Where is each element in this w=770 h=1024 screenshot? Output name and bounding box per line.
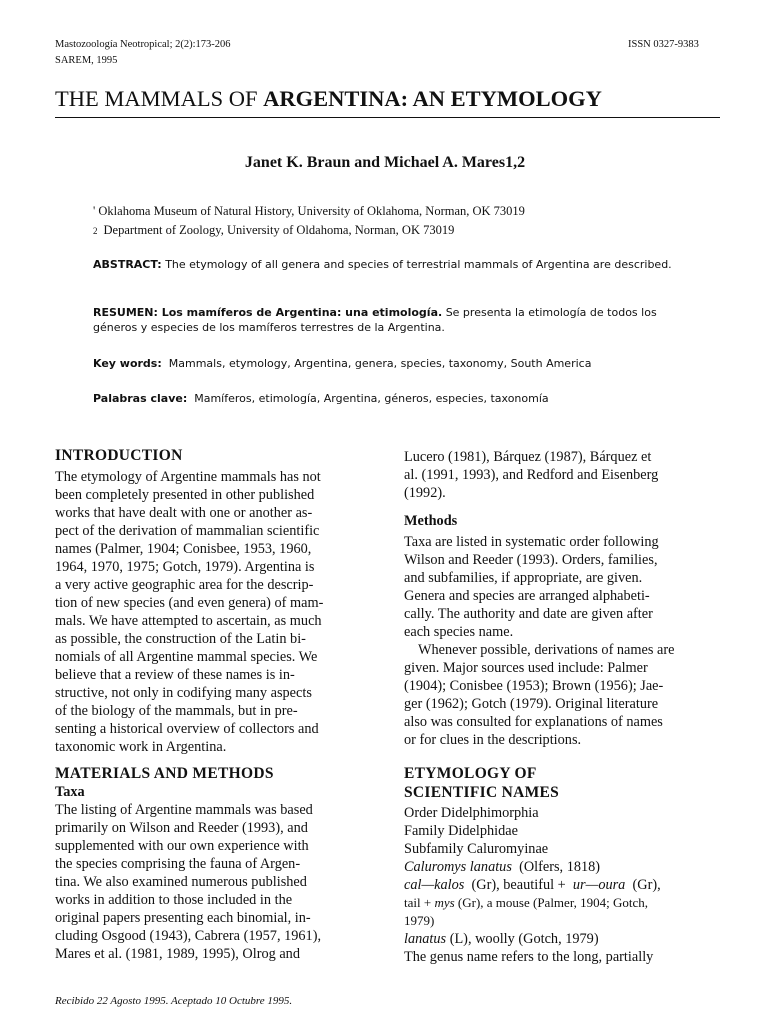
etym-term: cal—kalos: [404, 877, 465, 893]
palabras-clave: [93, 391, 693, 406]
intro-line: a very active geographic area for the descrip-: [55, 577, 314, 593]
species-name: Caluromys lanatus: [404, 859, 512, 875]
etymology-body: [404, 804, 718, 966]
intro-line: as possible, the construction of the Latin bi-: [55, 631, 306, 647]
etym-term: ur—oura: [572, 877, 626, 893]
title-part-2: ARGENTINA: AN ETYMOLOGY: [263, 86, 602, 111]
materials-line: original papers presenting each binomial, in-: [55, 910, 311, 926]
intro-line: The etymology of Argentine mammals has not: [55, 469, 321, 485]
affiliation-1: [93, 203, 525, 219]
etym-text: (Gr), beautiful +: [471, 877, 566, 893]
methods-line: each species name.: [404, 624, 514, 640]
methods-line: cally. The authority and date are given after: [404, 606, 653, 622]
etymology-line-4: [404, 930, 718, 948]
etym-text: (Gr),: [632, 877, 661, 893]
introduction-body: [55, 468, 367, 756]
continuation-line: (1992).: [404, 485, 446, 501]
intro-line: of the biology of the mammals, but in pre-: [55, 703, 298, 719]
abstract: [93, 257, 693, 272]
methods-line: Taxa are listed in systematic order following: [404, 534, 659, 550]
materials-line: supplemented with our own experience with: [55, 838, 309, 854]
affiliation-1-text: Oklahoma Museum of Natural History, University of Oklahoma, Norman, OK 73019: [98, 204, 525, 218]
methods-line: also was consulted for explanations of names: [404, 714, 663, 730]
journal-citation: Mastozoología Neotropical; 2(2):173-206: [55, 39, 231, 50]
issn: ISSN 0327-9383: [628, 39, 699, 50]
order-line: Order Didelphimorphia: [404, 805, 539, 821]
methods-section: [404, 512, 718, 749]
methods-line: Genera and species are arranged alphabeti-: [404, 588, 650, 604]
etym-term: mys: [434, 895, 455, 910]
column2-continuation: [404, 448, 718, 502]
article-title: [55, 86, 720, 112]
materials-section: [55, 764, 367, 963]
etymology-line-1: [404, 876, 718, 894]
intro-line: mals. We have attempted to ascertain, as much: [55, 613, 322, 629]
materials-line: Mares et al. (1981, 1989, 1995), Olrog and: [55, 946, 300, 962]
methods-heading: Methods: [404, 513, 458, 529]
etymology-line-3: 1979): [404, 913, 435, 928]
title-rule: [55, 117, 720, 118]
subfamily-line: Subfamily Caluromyinae: [404, 841, 549, 857]
keywords-text: Mammals, etymology, Argentina, genera, species, taxonomy, South America: [168, 357, 592, 370]
continuation-line: Lucero (1981), Bárquez (1987), Bárquez et: [404, 449, 652, 465]
abstract-text: The etymology of all genera and species of terrestrial mammals of Argentina are described.: [165, 258, 672, 271]
materials-line: works in addition to those included in the: [55, 892, 293, 908]
methods-line: ger (1962); Gotch (1979). Original literature: [404, 696, 659, 712]
etymology-line-5: The genus name refers to the long, partially: [404, 949, 654, 965]
intro-line: names (Palmer, 1904; Conisbee, 1953, 1960,: [55, 541, 312, 557]
palabras-text: Mamíferos, etimología, Argentina, géneros, especies, taxonomía: [194, 392, 549, 405]
methods-body: [404, 533, 718, 749]
methods-line: (1904); Conisbee (1953); Brown (1956); Jae-: [404, 678, 664, 694]
methods-line: Wilson and Reeder (1993). Orders, families,: [404, 552, 658, 568]
publisher-line: SAREM, 1995: [55, 55, 118, 66]
intro-line: structive, not only in codifying many aspects: [55, 685, 312, 701]
methods-line: given. Major sources used include: Palmer: [404, 660, 648, 676]
received-accepted-note: Recibido 22 Agosto 1995. Aceptado 10 Octubre 1995.: [55, 995, 293, 1007]
keywords: [93, 356, 693, 371]
species-authority: (Olfers, 1818): [519, 859, 601, 875]
affiliation-2-mark: 2: [93, 226, 98, 236]
keywords-label: Key words:: [93, 357, 162, 370]
intro-line: nomials of all Argentine mammal species. We: [55, 649, 318, 665]
materials-heading: MATERIALS AND METHODS: [55, 765, 274, 782]
methods-line: or for clues in the descriptions.: [404, 732, 582, 748]
intro-line: been completely presented in other published: [55, 487, 315, 503]
family-line: Family Didelphidae: [404, 823, 518, 839]
abstract-label: ABSTRACT:: [93, 258, 162, 271]
affiliation-2: [93, 222, 454, 239]
intro-line: believe that a review of these names is in-: [55, 667, 295, 683]
resumen-text: Se presenta la etimología de todos los géneros y especies de los mamíferos terrestres de la Argentina.: [93, 306, 657, 334]
etymology-heading-1: ETYMOLOGY OF: [404, 765, 537, 782]
affiliation-1-mark: ': [93, 204, 96, 218]
etym-text: tail +: [404, 895, 432, 910]
materials-body: [55, 801, 367, 963]
continuation-line: al. (1991, 1993), and Redford and Eisenberg: [404, 467, 659, 483]
etymology-section: [404, 764, 718, 966]
methods-line: and subfamilies, if appropriate, are given.: [404, 570, 643, 586]
intro-line: 1964, 1970, 1975; Gotch, 1979). Argentina is: [55, 559, 315, 575]
materials-line: cluding Osgood (1943), Cabrera (1957, 1961),: [55, 928, 322, 944]
etym-text: (Gr), a mouse (Palmer, 1904; Gotch,: [457, 895, 649, 910]
materials-line: primarily on Wilson and Reeder (1993), and: [55, 820, 308, 836]
authors: Janet K. Braun and Michael A. Mares1,2: [244, 154, 526, 171]
introduction-heading: INTRODUCTION: [55, 447, 183, 464]
intro-line: works that have dealt with one or another as-: [55, 505, 313, 521]
introduction-section: [55, 446, 367, 756]
taxa-subheading: Taxa: [55, 784, 85, 800]
affiliation-2-text: Department of Zoology, University of Oldahoma, Norman, OK 73019: [103, 223, 455, 237]
intro-line: tion of new species (and even genera) of mam-: [55, 595, 324, 611]
etymology-heading-2: SCIENTIFIC NAMES: [404, 784, 560, 801]
resumen-label: RESUMEN: Los mamíferos de Argentina: una etimología.: [93, 306, 443, 319]
species-line: [404, 858, 718, 876]
intro-line: senting a historical overview of collectors and: [55, 721, 319, 737]
etym-term: lanatus: [404, 931, 447, 947]
methods-line: Whenever possible, derivations of names are: [418, 642, 675, 658]
materials-line: The listing of Argentine mammals was based: [55, 802, 313, 818]
etymology-line-2: [404, 894, 718, 912]
intro-line: taxonomic work in Argentina.: [55, 739, 227, 755]
intro-line: pect of the derivation of mammalian scientific: [55, 523, 320, 539]
palabras-label: Palabras clave:: [93, 392, 188, 405]
materials-line: tina. We also examined numerous published: [55, 874, 307, 890]
materials-line: the species comprising the fauna of Argen-: [55, 856, 301, 872]
title-part-1: THE MAMMALS OF: [55, 86, 264, 111]
resumen: [93, 305, 693, 335]
etym-text: (L), woolly (Gotch, 1979): [449, 931, 599, 947]
